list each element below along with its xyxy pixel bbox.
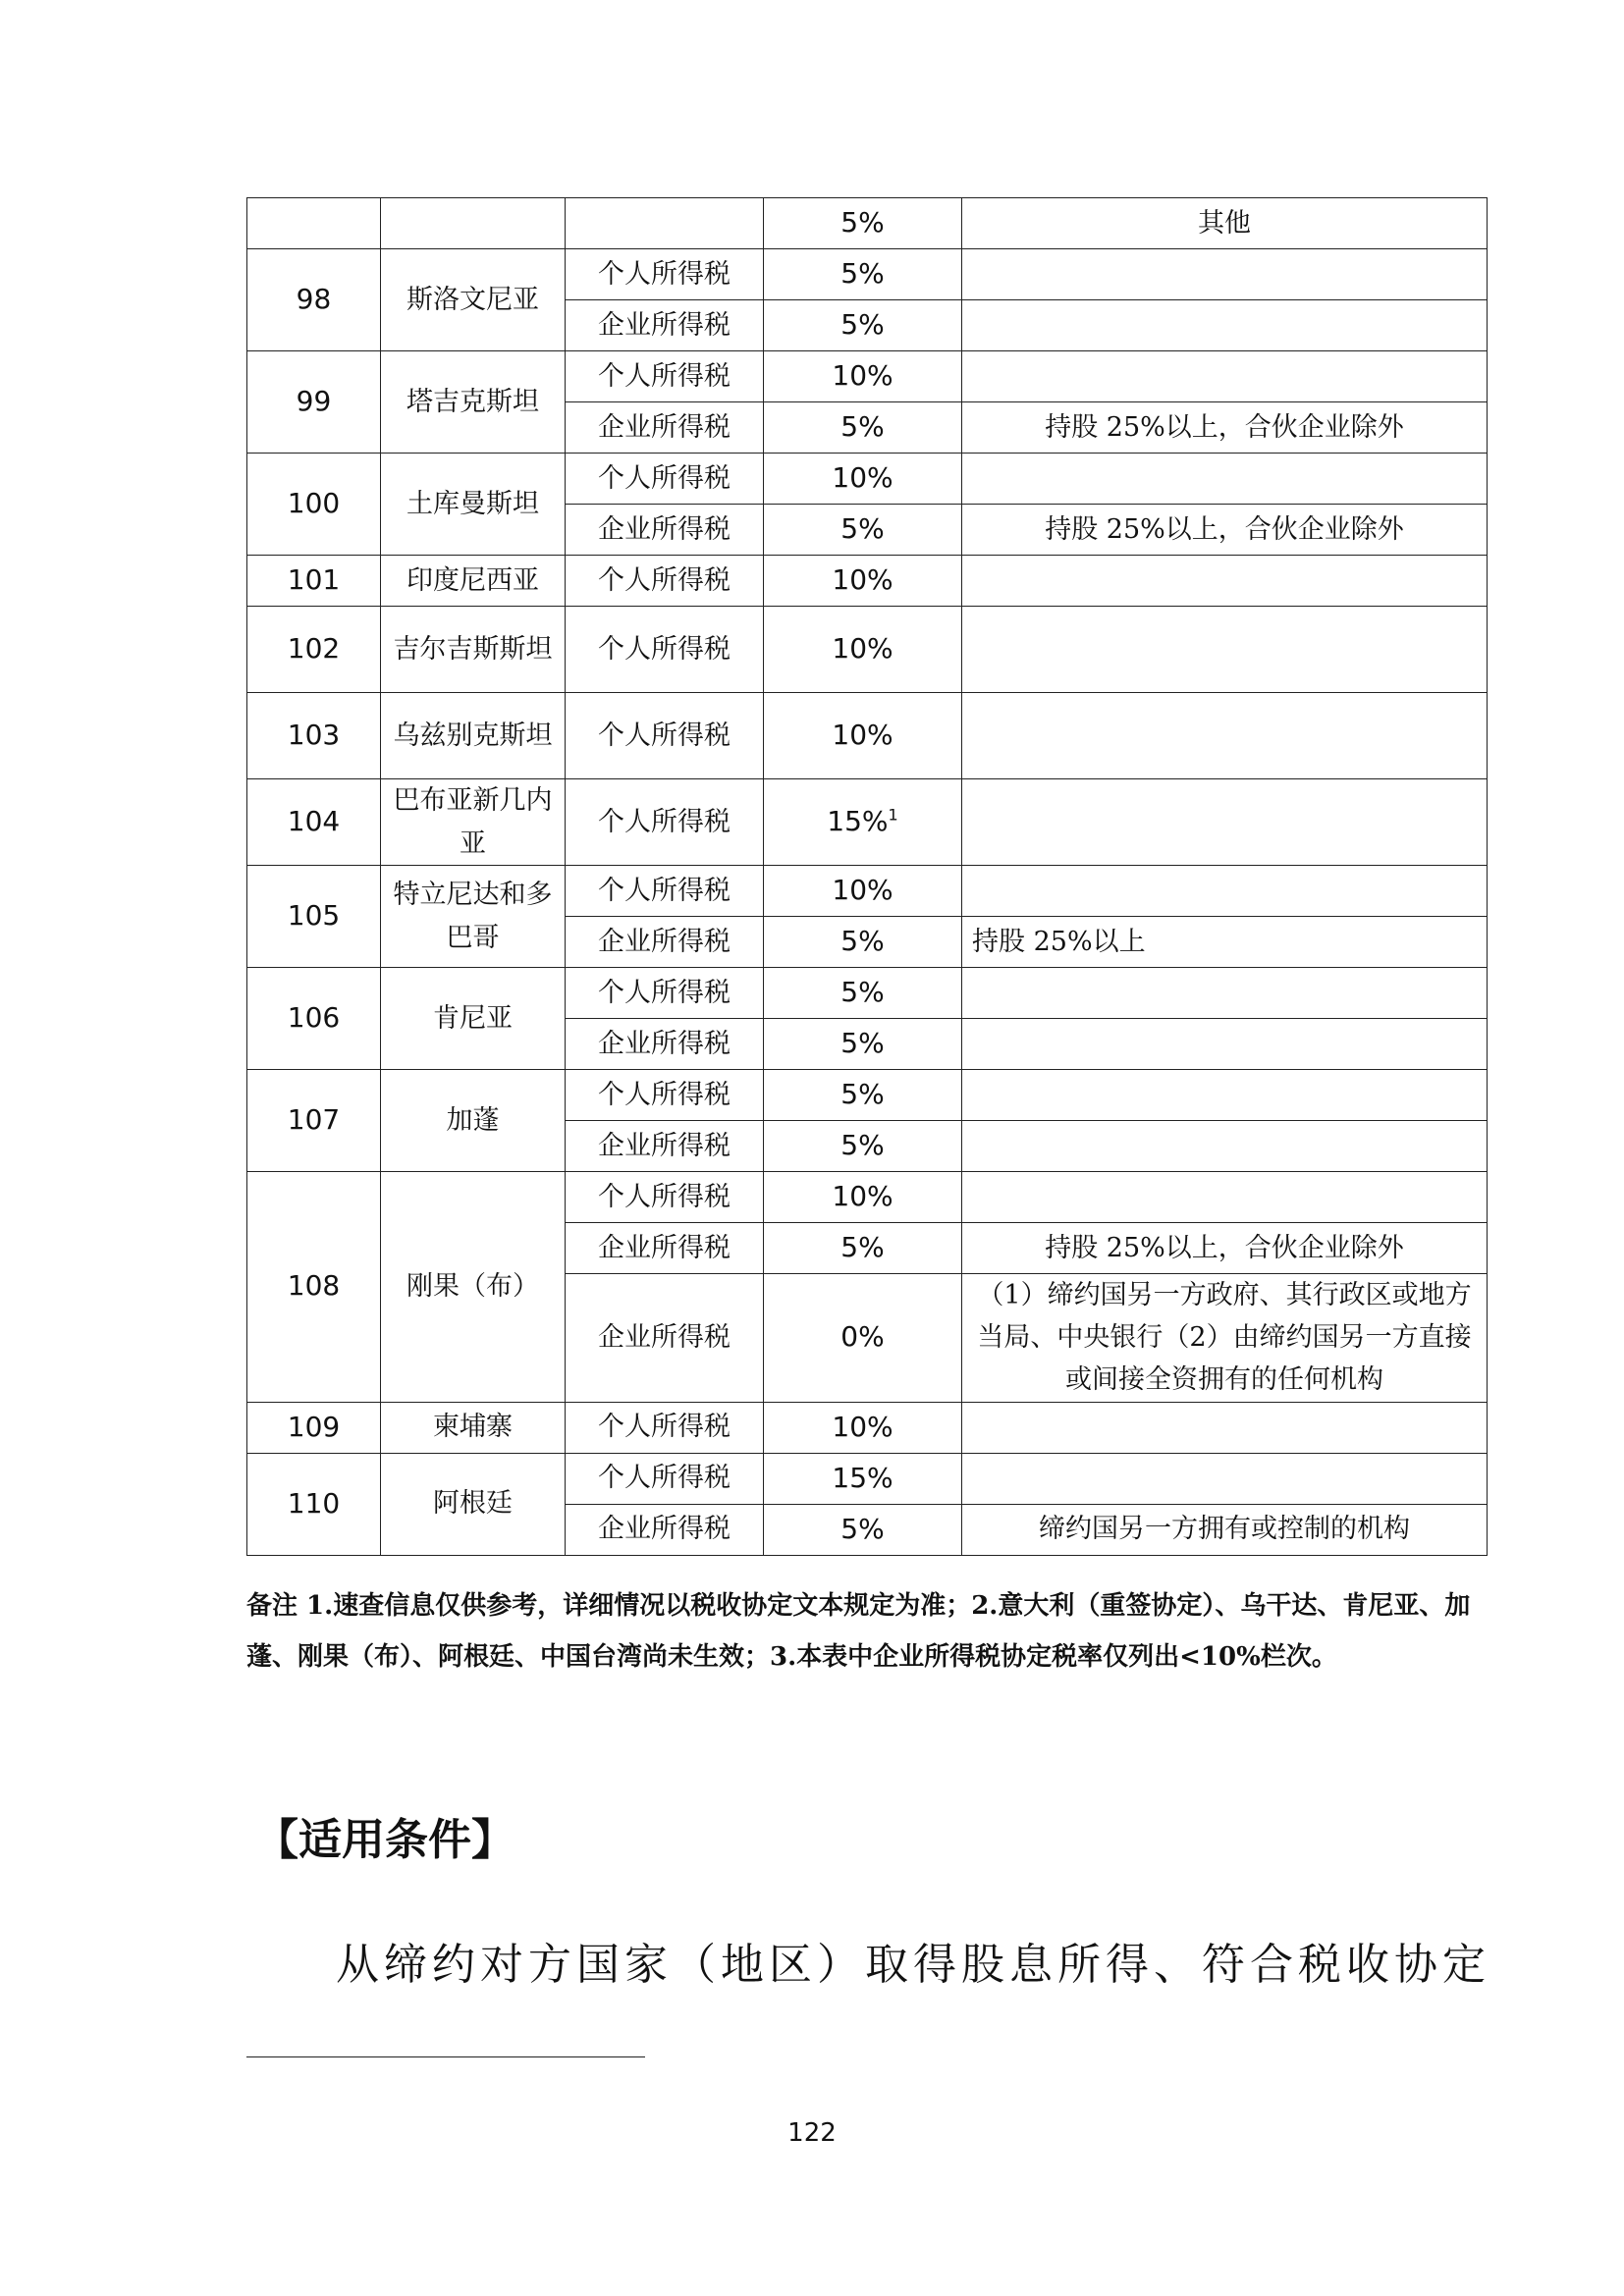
- table-row: [247, 693, 1488, 779]
- cell-tax: 个人所得税: [566, 556, 764, 607]
- cell-country: [381, 198, 566, 249]
- table-row: [247, 1172, 1488, 1223]
- cell-tax: 个人所得税: [566, 1453, 764, 1504]
- table-row: [247, 351, 1488, 402]
- cell-tax: 企业所得税: [566, 917, 764, 968]
- cell-country: 斯洛文尼亚: [381, 249, 566, 351]
- cell-rate: 5%: [764, 198, 962, 249]
- cell-tax: 个人所得税: [566, 693, 764, 779]
- cell-tax: 个人所得税: [566, 866, 764, 917]
- section-heading: 【适用条件】: [255, 1815, 514, 1865]
- cell-tax: 个人所得税: [566, 779, 764, 866]
- cell-tax: 企业所得税: [566, 1121, 764, 1172]
- cell-num: 106: [247, 968, 381, 1070]
- table-row: [247, 454, 1488, 505]
- cell-note: [962, 1019, 1488, 1070]
- body-paragraph: 从缔约对方国家（地区）取得股息所得、符合税收协定: [336, 1940, 1490, 1990]
- table-row: [247, 866, 1488, 917]
- rate-value: 15%: [827, 805, 889, 838]
- cell-num: 101: [247, 556, 381, 607]
- cell-country: 土库曼斯坦: [381, 454, 566, 556]
- cell-note: [962, 556, 1488, 607]
- cell-num: 102: [247, 607, 381, 693]
- footnote-marker: 1: [888, 805, 898, 825]
- cell-tax: 企业所得税: [566, 300, 764, 351]
- cell-tax: 企业所得税: [566, 1223, 764, 1274]
- cell-note: [962, 779, 1488, 866]
- table-row-continuation: [247, 198, 1488, 249]
- cell-rate: 10%: [764, 1402, 962, 1453]
- cell-note: [962, 1402, 1488, 1453]
- cell-rate: 5%: [764, 505, 962, 556]
- cell-tax: 企业所得税: [566, 505, 764, 556]
- cell-note: [962, 1070, 1488, 1121]
- cell-country: 印度尼西亚: [381, 556, 566, 607]
- cell-note: 持股 25%以上，合伙企业除外: [962, 402, 1488, 454]
- cell-tax: 个人所得税: [566, 351, 764, 402]
- cell-rate: 5%: [764, 249, 962, 300]
- cell-note: [962, 454, 1488, 505]
- cell-note: [962, 300, 1488, 351]
- cell-note: （1）缔约国另一方政府、其行政区或地方当局、中央银行（2）由缔约国另一方直接或间接全资拥有的任何机构: [962, 1274, 1488, 1403]
- cell-tax: 个人所得税: [566, 454, 764, 505]
- cell-rate: 5%: [764, 1070, 962, 1121]
- cell-note: [962, 693, 1488, 779]
- cell-num: 109: [247, 1402, 381, 1453]
- cell-rate: 5%: [764, 300, 962, 351]
- cell-tax: 企业所得税: [566, 1504, 764, 1555]
- cell-num: [247, 198, 381, 249]
- table-row: [247, 1453, 1488, 1504]
- cell-country: 阿根廷: [381, 1453, 566, 1555]
- cell-rate: 10%: [764, 1172, 962, 1223]
- cell-tax: [566, 198, 764, 249]
- cell-num: 105: [247, 866, 381, 968]
- cell-tax: 个人所得税: [566, 249, 764, 300]
- cell-note: [962, 1172, 1488, 1223]
- cell-note: 缔约国另一方拥有或控制的机构: [962, 1504, 1488, 1555]
- table-row: [247, 249, 1488, 300]
- cell-tax: 个人所得税: [566, 1070, 764, 1121]
- cell-rate: 5%: [764, 1019, 962, 1070]
- cell-rate: 15%: [764, 1453, 962, 1504]
- table-row: [247, 1402, 1488, 1453]
- cell-note: [962, 1121, 1488, 1172]
- table-row: [247, 968, 1488, 1019]
- table-row: [247, 607, 1488, 693]
- cell-rate: 10%: [764, 556, 962, 607]
- cell-tax: 个人所得税: [566, 607, 764, 693]
- cell-num: 99: [247, 351, 381, 454]
- cell-num: 108: [247, 1172, 381, 1403]
- cell-tax: 个人所得税: [566, 1172, 764, 1223]
- cell-tax: 企业所得税: [566, 1274, 764, 1403]
- cell-country: 乌兹别克斯坦: [381, 693, 566, 779]
- cell-note: [962, 607, 1488, 693]
- page-number: 122: [787, 2118, 837, 2148]
- cell-rate: 10%: [764, 454, 962, 505]
- cell-tax: 个人所得税: [566, 1402, 764, 1453]
- cell-rate: [764, 779, 962, 866]
- table-row: [247, 556, 1488, 607]
- cell-rate: 5%: [764, 917, 962, 968]
- cell-country: 巴布亚新几内亚: [381, 779, 566, 866]
- table-row: [247, 1070, 1488, 1121]
- cell-note: [962, 968, 1488, 1019]
- cell-note: 持股 25%以上，合伙企业除外: [962, 505, 1488, 556]
- cell-note: [962, 249, 1488, 300]
- cell-rate: 10%: [764, 693, 962, 779]
- cell-rate: 10%: [764, 607, 962, 693]
- cell-num: 100: [247, 454, 381, 556]
- table-remarks: 备注 1.速查信息仅供参考，详细情况以税收协定文本规定为准；2.意大利（重签协定）、乌干达、肯尼亚、加蓬、刚果（布）、阿根廷、中国台湾尚未生效；3.本表中企业所得税协定税率仅列出<10%栏次。: [246, 1591, 1471, 1672]
- cell-rate: 5%: [764, 402, 962, 454]
- footnote-separator: [246, 2056, 645, 2057]
- cell-rate: 5%: [764, 1504, 962, 1555]
- cell-country: 加蓬: [381, 1070, 566, 1172]
- cell-rate: 5%: [764, 1223, 962, 1274]
- cell-num: 104: [247, 779, 381, 866]
- cell-rate: 5%: [764, 1121, 962, 1172]
- cell-num: 107: [247, 1070, 381, 1172]
- cell-rate: 10%: [764, 866, 962, 917]
- cell-country: 肯尼亚: [381, 968, 566, 1070]
- cell-country: 塔吉克斯坦: [381, 351, 566, 454]
- treaty-rate-table: [246, 197, 1488, 1556]
- cell-tax: 企业所得税: [566, 1019, 764, 1070]
- cell-note: [962, 351, 1488, 402]
- cell-tax: 个人所得税: [566, 968, 764, 1019]
- cell-note: 其他: [962, 198, 1488, 249]
- cell-country: 特立尼达和多巴哥: [381, 866, 566, 968]
- cell-num: 103: [247, 693, 381, 779]
- cell-country: 吉尔吉斯斯坦: [381, 607, 566, 693]
- table-row: [247, 779, 1488, 866]
- cell-tax: 企业所得税: [566, 402, 764, 454]
- cell-note: [962, 1453, 1488, 1504]
- cell-country: 柬埔寨: [381, 1402, 566, 1453]
- cell-note: [962, 866, 1488, 917]
- cell-rate: 10%: [764, 351, 962, 402]
- cell-note: 持股 25%以上，合伙企业除外: [962, 1223, 1488, 1274]
- cell-rate: 0%: [764, 1274, 962, 1403]
- cell-country: 刚果（布）: [381, 1172, 566, 1403]
- cell-num: 98: [247, 249, 381, 351]
- cell-num: 110: [247, 1453, 381, 1555]
- cell-note: 持股 25%以上: [962, 917, 1488, 968]
- cell-rate: 5%: [764, 968, 962, 1019]
